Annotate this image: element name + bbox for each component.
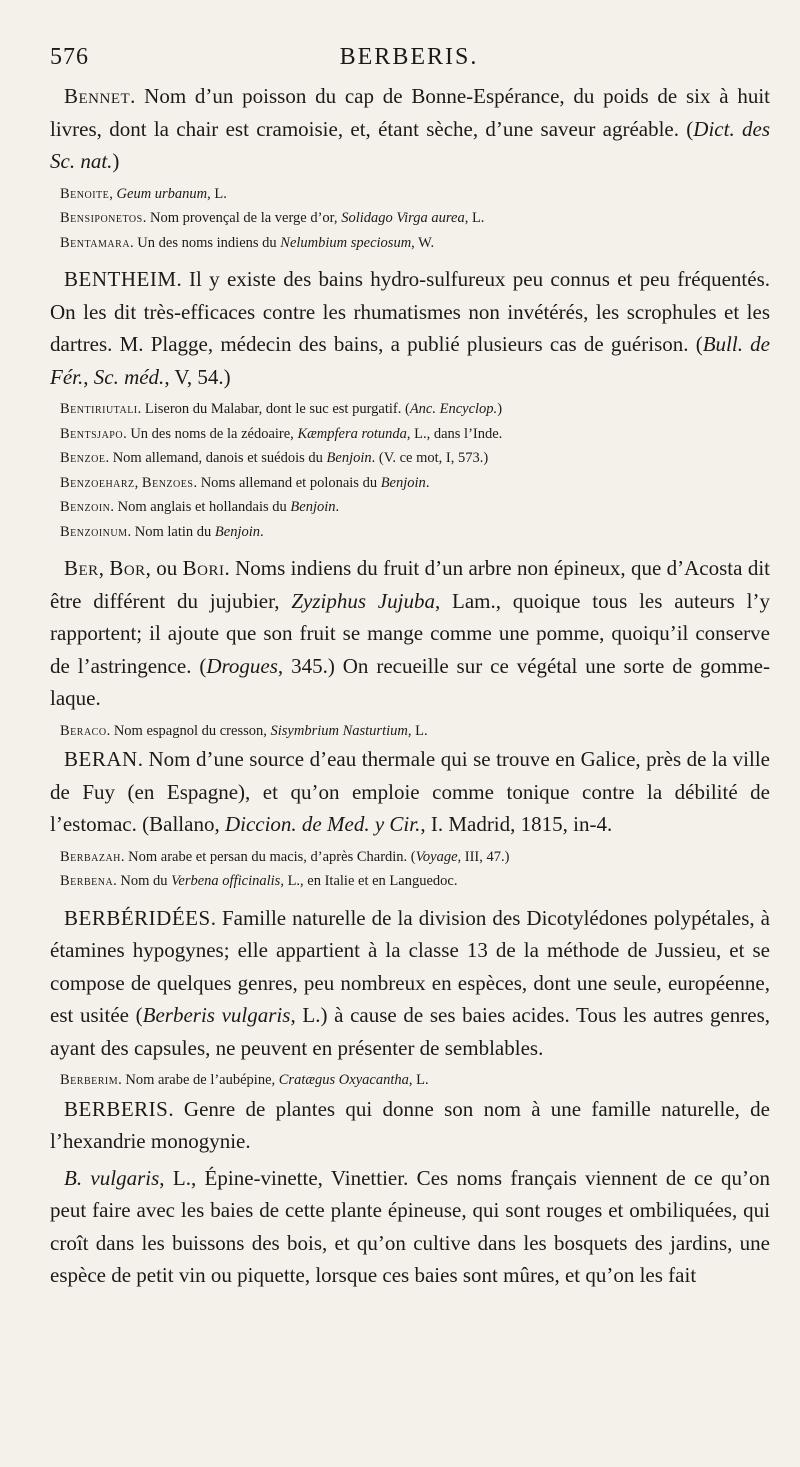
entry-head: Berberim bbox=[60, 1072, 119, 1088]
entry-head: Bensiponetos bbox=[60, 210, 143, 226]
entry-scientific-name: Benjoin bbox=[380, 474, 426, 491]
entry-text-end: . bbox=[335, 499, 340, 515]
entry-text-end: ) bbox=[112, 149, 120, 173]
entry-text: . Nom latin du bbox=[127, 523, 215, 540]
entry-scientific-name: Verbena officinalis bbox=[171, 873, 281, 889]
entry-head: Bentsjapo bbox=[60, 425, 124, 442]
entry-text: . Un des noms de la zédoaire, bbox=[123, 425, 298, 442]
entry-head: Benzoe bbox=[60, 450, 106, 466]
entry-text-end: , I. Madrid, 1815, in-4. bbox=[420, 812, 613, 836]
running-title: BERBERIS. bbox=[339, 44, 479, 70]
entry-b-vulgaris bbox=[50, 1162, 770, 1292]
entry-bennet bbox=[50, 80, 770, 178]
entry-text: . Un des noms indiens du bbox=[130, 234, 281, 251]
entry-text: . Famille naturelle de la division des Dicotylédones polypétales, à étamines hypogynes; elle appartient à la classe 13 de la méthode de Jussieu, et se compose de quelques genres, peu nombreux en espèces, dont une seule, européenne, est usitée ( bbox=[50, 905, 770, 1027]
entry-text: , ou bbox=[145, 556, 183, 580]
entry-head: Bennet bbox=[64, 84, 131, 108]
entry-head: Bentamara bbox=[60, 234, 131, 251]
entry-head: Bor bbox=[109, 556, 146, 580]
entry-text-end: , V, 54.) bbox=[164, 364, 231, 389]
entry-text-end: , L. bbox=[464, 210, 485, 226]
entry-head: Berbena bbox=[60, 873, 114, 889]
entry-ber bbox=[50, 552, 770, 715]
entry-text-end: , L. bbox=[207, 185, 227, 202]
entry-scientific-name: Zyziphus Jujuba bbox=[291, 588, 435, 613]
entry-beran bbox=[50, 743, 770, 841]
entry-text: . Nom arabe et persan du macis, d’après Chardin. ( bbox=[120, 848, 416, 865]
entry-text: . Nom anglais et hollandais du bbox=[110, 499, 291, 515]
entry-text: . Nom provençal de la verge d’or, bbox=[142, 210, 342, 226]
entry-benzoinum bbox=[50, 520, 770, 545]
entry-head: Bori bbox=[182, 556, 225, 580]
entry-head: Benoite bbox=[60, 185, 110, 202]
entry-text-end: , W. bbox=[411, 234, 435, 251]
entry-head: Benzoin bbox=[60, 499, 111, 515]
entry-reference: Anc. Encyclop. bbox=[409, 401, 498, 417]
entry-benzoeharz bbox=[50, 471, 770, 496]
entry-head: Benzoeharz bbox=[60, 474, 135, 491]
entry-scientific-name: Benjoin bbox=[290, 499, 336, 515]
running-head bbox=[50, 44, 768, 74]
entry-bentheim bbox=[50, 263, 770, 393]
entry-benzoin bbox=[50, 495, 770, 520]
entry-text: , bbox=[83, 364, 94, 389]
entry-scientific-name: Berberis vulgaris bbox=[142, 1003, 291, 1027]
entry-benzoe bbox=[50, 446, 770, 471]
entry-bentiriutali bbox=[50, 397, 770, 422]
entry-text: . Liseron du Malabar, dont le suc est purgatif. ( bbox=[137, 401, 410, 417]
entry-text-end: . bbox=[425, 474, 430, 491]
entry-scientific-name: Cratægus Oxyacantha bbox=[278, 1072, 409, 1088]
entry-head: Benzoes bbox=[141, 474, 194, 491]
entry-text: . Noms indiens du fruit d’un arbre non épineux, que d’Acosta dit être différent du jujubier, bbox=[50, 556, 770, 613]
entry-berberis bbox=[50, 1093, 770, 1158]
entry-bensiponetos bbox=[50, 206, 770, 231]
entry-text-end: , L. bbox=[407, 722, 428, 739]
entry-text-end: . (V. ce mot, I, 573.) bbox=[371, 450, 489, 466]
entry-head: BERAN bbox=[64, 747, 138, 771]
entry-scientific-name: B. vulgaris bbox=[64, 1165, 160, 1190]
entry-scientific-name: Solidago Virga aurea bbox=[341, 210, 465, 226]
entry-reference: Bull. de Fér. bbox=[50, 332, 770, 389]
entry-text-end: ) bbox=[497, 401, 503, 417]
entry-benoite bbox=[50, 182, 770, 207]
entry-head: BERBERIS bbox=[64, 1096, 169, 1121]
entry-text-end: , L., dans l’Inde. bbox=[406, 425, 503, 442]
entry-head: Benzoinum bbox=[60, 523, 128, 540]
entry-head: Bentiriutali bbox=[60, 401, 138, 417]
entry-text: , L., Épine-vinette, Vinettier. Ces noms français viennent de ce qu’on peut faire avec les baies de cette plante épineuse, qui sont rouges et ombiliquées, qui croît dans les buissons des bois, et qu’on cultive dans les bosquets des jardins, une espèce de petit vin ou piquette, lorsque ces baies sont mûres, et qu’on les fait bbox=[50, 1165, 770, 1287]
entry-head: BENTHEIM bbox=[64, 267, 177, 291]
entry-reference: Voyage bbox=[415, 848, 458, 865]
entry-text: , bbox=[134, 474, 142, 491]
entry-text: , bbox=[98, 556, 110, 580]
entry-scientific-name: Kæmpfera rotunda bbox=[297, 425, 407, 442]
entry-text: , bbox=[109, 185, 117, 202]
entry-reference: Drogues bbox=[206, 653, 278, 678]
entry-text: . Genre de plantes qui donne son nom à une famille naturelle, de l’hexandrie monogynie. bbox=[50, 1096, 770, 1153]
entry-scientific-name: Nelumbium speciosum bbox=[280, 234, 412, 251]
entry-text: . Nom allemand, danois et suédois du bbox=[105, 450, 327, 466]
entry-reference: Diccion. de Med. y Cir. bbox=[224, 812, 421, 836]
entry-scientific-name: Benjoin bbox=[326, 450, 372, 466]
entry-text-end: , L. bbox=[408, 1072, 429, 1088]
entry-head: Berbazah bbox=[60, 848, 121, 865]
entry-text: . Nom espagnol du cresson, bbox=[106, 722, 271, 739]
entry-text: . Nom du bbox=[113, 873, 172, 889]
entry-reference: Dict. des Sc. nat. bbox=[50, 116, 770, 173]
entry-berberim bbox=[50, 1068, 770, 1093]
entry-text-end: , 345.) On recueille sur ce végétal une sorte de gomme-laque. bbox=[50, 653, 770, 710]
entry-berberidees bbox=[50, 902, 770, 1065]
entry-text: . Nom arabe de l’aubépine, bbox=[118, 1072, 279, 1088]
entry-text: . Il y existe des bains hydro-sulfureux peu connus et peu fréquentés. On les dit très-efficaces contre les rhumatismes non invétérés, les scrophules et les dartres. M. Plagge, médecin des bains, a publié plusieurs cas de guérison. ( bbox=[50, 267, 770, 356]
spacer bbox=[50, 544, 770, 552]
entry-berbena bbox=[50, 869, 770, 894]
entry-berbazah bbox=[50, 845, 770, 870]
spacer bbox=[50, 894, 770, 902]
entry-text-end: , L., en Italie et en Languedoc. bbox=[280, 873, 458, 889]
spacer bbox=[50, 255, 770, 263]
entry-text-end: , III, 47.) bbox=[457, 848, 510, 865]
entry-reference: Sc. méd. bbox=[93, 364, 165, 389]
entry-head: Ber bbox=[64, 556, 99, 580]
entry-text: , Lam., quoique tous les auteurs l’y rapportent; il ajoute que son fruit se mange comme une pomme, quoiqu’il conserve de l’astringence. ( bbox=[50, 588, 770, 678]
entry-text: . Noms allemand et polonais du bbox=[193, 474, 381, 491]
entry-text: . Nom d’une source d’eau thermale qui se trouve en Galice, près de la ville de Fuy (en Espagne), et qu’on emploie comme tonique contre la débilité de l’estomac. (Ballano, bbox=[50, 747, 770, 836]
entry-scientific-name: Sisymbrium Nasturtium bbox=[270, 722, 408, 739]
entry-text: . Nom d’un poisson du cap de Bonne-Espérance, du poids de six à huit livres, dont la chair est cramoisie, et, étant sèche, d’une saveur agréable. ( bbox=[50, 84, 770, 141]
entry-scientific-name: Benjoin bbox=[214, 523, 261, 540]
body-text bbox=[50, 80, 770, 1296]
entry-head: BERBÉRIDÉES bbox=[64, 905, 211, 930]
entry-head: Beraco bbox=[60, 722, 107, 739]
entry-text-end: , L.) à cause de ses baies acides. Tous les autres genres, ayant des capsules, ne peuvent en présenter de semblables. bbox=[50, 1003, 771, 1060]
entry-bentamara bbox=[50, 231, 770, 256]
entry-text-end: . bbox=[260, 523, 264, 540]
entry-beraco bbox=[50, 719, 770, 744]
entry-scientific-name: Geum urbanum bbox=[116, 185, 208, 202]
page-number: 576 bbox=[50, 44, 89, 70]
entry-bentsjapo bbox=[50, 422, 770, 447]
